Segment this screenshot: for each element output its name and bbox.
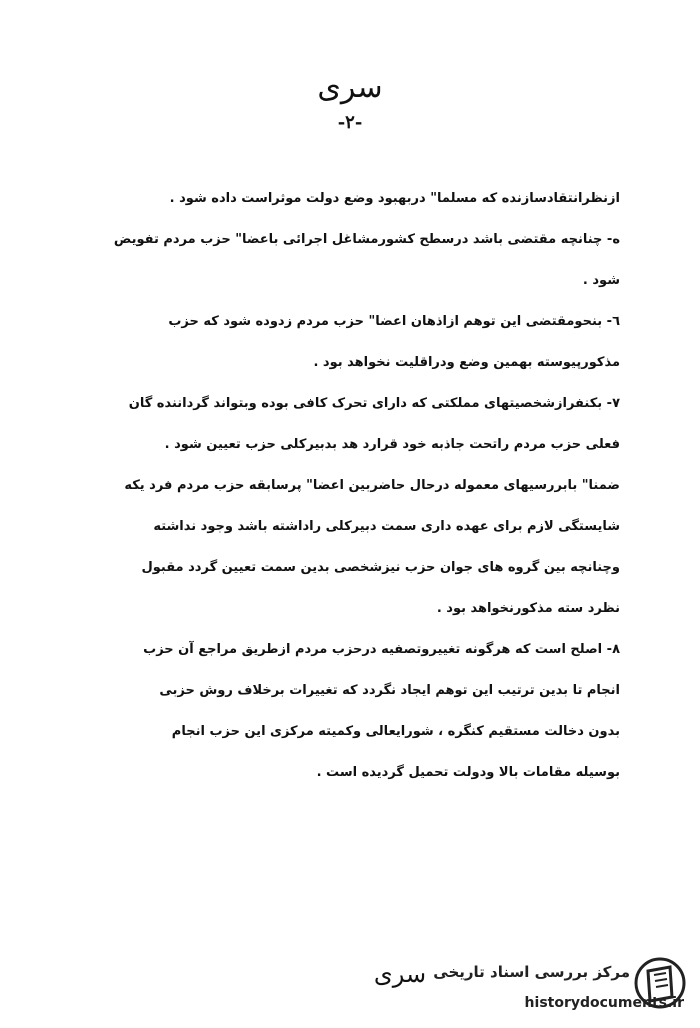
body-line: ازنظرانتقادسازنده که مسلما" دربهبود وضع دولت موثراست داده شود . — [169, 191, 620, 206]
page-number: -۲- — [337, 112, 363, 133]
classification-footer: سری — [373, 960, 427, 988]
body-line: بدون دخالت مستقیم کنگره ، شورایعالی وکمیته مرکزی این حزب انجام — [171, 724, 620, 739]
body-line: انجام تا بدین ترتیب این توهم ایجاد نگردد که تغییرات برخلاف روش حزبی — [159, 683, 620, 698]
body-line: وچنانچه بین گروه های جوان حزب نیزشخصی بدین سمت تعیین گردد مقبول — [141, 560, 620, 575]
body-line: مذکورپیوسته بهمین وضع ودراقلیت نخواهد بود . — [313, 355, 620, 370]
body-line: ٨- اصلح است که هرگونه تغییروتصفیه درحزب مردم ازطریق مراجع آن حزب — [143, 642, 620, 657]
body-line: ٦- بنحومقتضی این توهم ازاذهان اعضا" حزب مردم زدوده شود که حزب — [168, 314, 620, 329]
body-line: شایستگی لازم برای عهده داری سمت دبیرکلی راداشته باشد وجود نداشته — [153, 519, 620, 534]
classification-header: سری — [317, 70, 383, 105]
body-line: ٧- بکنفرازشخصیتهای مملکتی که دارای تحرک کافی بوده وبتواند گرداننده گان — [128, 396, 620, 411]
body-line: ضمنا" بابررسیهای معموله درحال حاضربین اعضا" پرسابقه حزب مردم فرد یکه — [124, 478, 620, 493]
watermark-name: مرکز بررسی اسناد تاریخی — [433, 963, 630, 981]
body-line: شود . — [582, 273, 620, 288]
body-line: فعلی حزب مردم راتحت جاذبه خود قرارد هد بدبیرکلی حزب تعیین شود . — [164, 437, 620, 452]
body-line: نظرد سته مذکورنخواهد بود . — [436, 601, 620, 616]
watermark — [433, 955, 690, 1025]
watermark-url: historydocuments.ir — [524, 995, 684, 1011]
document-body — [80, 178, 620, 793]
body-line: ه- چنانچه مقتضی باشد درسطح کشورمشاغل اجرائی باعضا" حزب مردم تفویض — [113, 232, 620, 247]
body-line: بوسیله مقامات بالا ودولت تحمیل گردیده است . — [316, 765, 620, 780]
